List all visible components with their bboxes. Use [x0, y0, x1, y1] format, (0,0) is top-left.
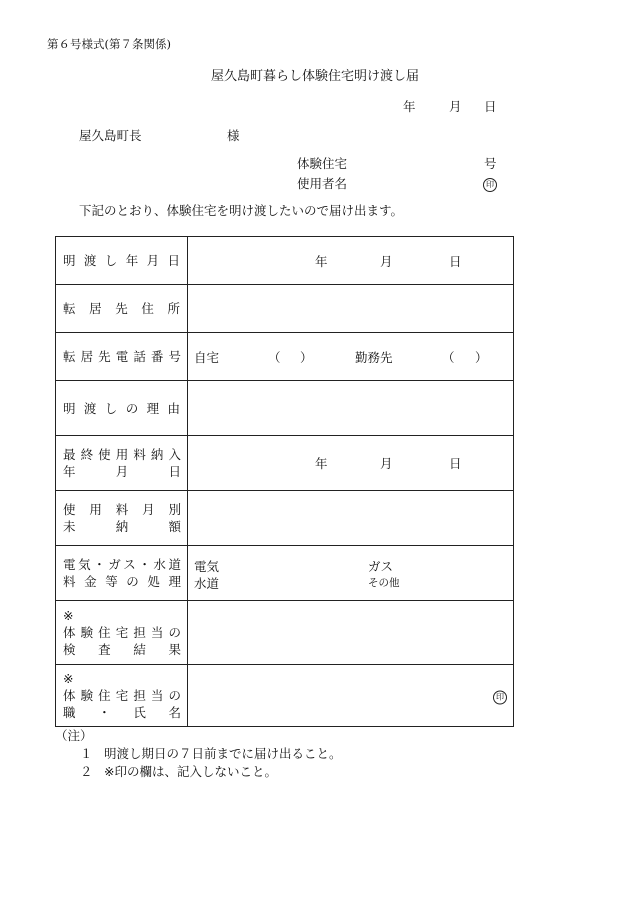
utility-other-label: その他 [368, 577, 400, 589]
value-inspection-result[interactable] [188, 601, 514, 665]
house-label: 体験住宅 [297, 156, 348, 171]
date-year-label: 年 [315, 253, 328, 269]
label-new-address: 転居先住所 [56, 285, 188, 333]
honorific: 様 [227, 128, 240, 143]
label-utilities: 電気・ガス・水道 料金等の処理 [56, 546, 188, 601]
intro-text: 下記のとおり、体験住宅を明け渡したいので届け出ます。 [79, 203, 404, 218]
row-inspection-result [56, 601, 514, 665]
phone-work-label: 勤務先 [355, 349, 393, 365]
row-new-phone [56, 333, 514, 381]
note-item: １ 明渡し期日の７日前までに届け出ること。 [80, 746, 342, 761]
label-handover-date: 明渡し年月日 [56, 237, 188, 285]
header-date-day: 日 [484, 99, 497, 114]
note-item: ２ ※印の欄は、記入しないこと。 [80, 764, 277, 779]
phone-work-paren-open: （ [442, 349, 455, 365]
form-number: 第６号様式(第７条関係) [47, 37, 171, 51]
form-table [55, 236, 514, 727]
phone-work-paren-close: ） [475, 349, 488, 365]
notes [55, 727, 342, 781]
value-utilities[interactable] [188, 546, 514, 601]
row-new-address [56, 285, 514, 333]
utility-electric-label: 電気 [194, 559, 220, 574]
label-last-payment-date: 最終使用料納入 年月日 [56, 436, 188, 491]
row-reason [56, 381, 514, 436]
label-new-phone: 転居先電話番号 [56, 333, 188, 381]
row-handover-date [56, 237, 514, 285]
label-reason: 明渡しの理由 [56, 381, 188, 436]
row-staff-name [56, 665, 514, 727]
date-month-label: 月 [380, 456, 393, 471]
value-new-address[interactable] [188, 285, 514, 333]
date-month-label: 月 [380, 253, 393, 269]
phone-home-paren-open: （ [268, 349, 281, 365]
value-new-phone[interactable] [188, 333, 514, 381]
seal-mark-user: 印 [483, 177, 497, 192]
value-staff-name[interactable] [188, 665, 514, 727]
date-year-label: 年 [315, 456, 328, 471]
date-day-label: 日 [449, 253, 462, 269]
row-last-payment-date [56, 436, 514, 491]
value-last-payment-date[interactable] [188, 436, 514, 491]
form-title: 屋久島町暮らし体験住宅明け渡し届 [210, 69, 419, 84]
phone-home-label: 自宅 [194, 349, 220, 365]
addressee: 屋久島町長 [79, 128, 142, 143]
house-suffix: 号 [484, 156, 497, 171]
user-label: 使用者名 [297, 176, 348, 191]
header-date-year: 年 [403, 99, 416, 114]
label-unpaid-fees: 使用料月別 未納額 [56, 491, 188, 546]
seal-mark-staff: 印 [493, 687, 507, 704]
phone-home-paren-close: ） [300, 349, 313, 365]
utility-gas-label: ガス [368, 559, 394, 574]
row-utilities [56, 546, 514, 601]
value-handover-date[interactable] [188, 237, 514, 285]
value-reason[interactable] [188, 381, 514, 436]
utility-water-label: 水道 [194, 576, 220, 591]
value-unpaid-fees[interactable] [188, 491, 514, 546]
row-unpaid-fees [56, 491, 514, 546]
notes-heading: （注） [55, 728, 93, 743]
label-staff-name: ※ 体験住宅担当の 職・氏名 [56, 665, 188, 727]
header-date-month: 月 [449, 99, 462, 114]
date-day-label: 日 [449, 456, 462, 471]
label-inspection-result: ※ 体験住宅担当の 検査結果 [56, 601, 188, 665]
